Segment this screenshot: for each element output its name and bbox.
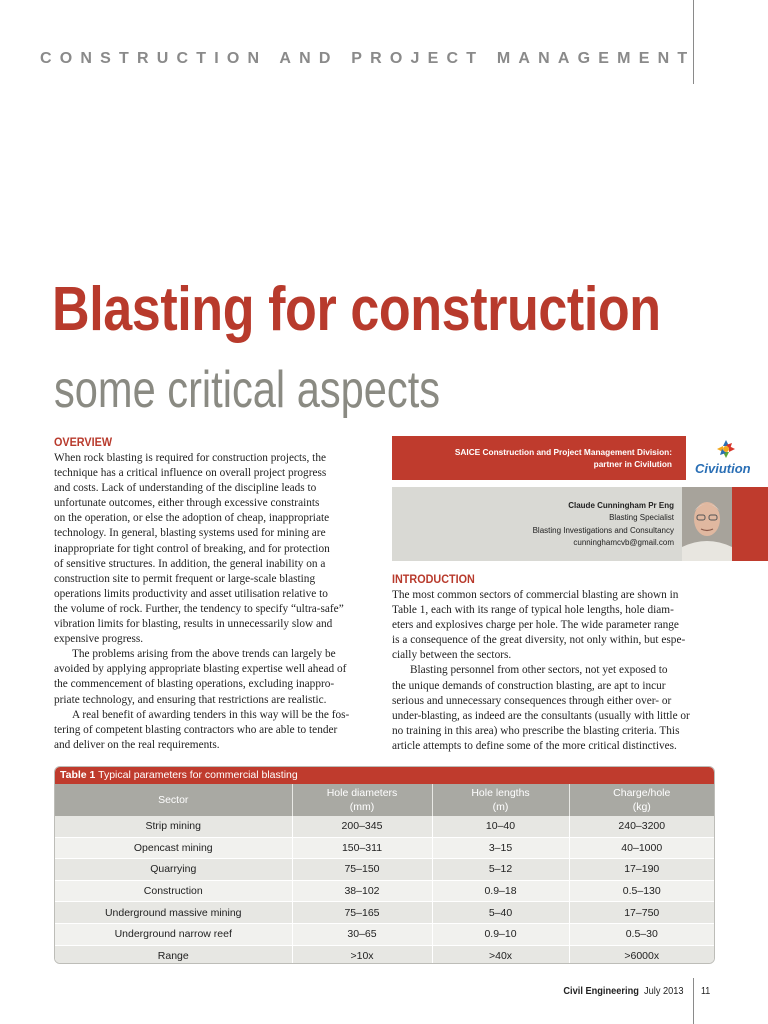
- table-row: [55, 902, 714, 924]
- text-line: vibration limits for blasting, results in unnecessarily slow and: [54, 618, 333, 631]
- text-line: cially between the sectors.: [392, 649, 512, 662]
- table-row: [55, 859, 714, 881]
- table-caption: [55, 767, 714, 784]
- civilution-logo: [686, 436, 768, 480]
- column-header: [55, 784, 292, 816]
- table-body: [55, 816, 714, 964]
- text-line: eters and explosives charge per hole. The wide parameter range: [392, 619, 679, 632]
- table-cell: Strip mining: [55, 816, 292, 837]
- text-line: avoided by applying appropriate blasting expertise well ahead of: [54, 663, 347, 676]
- text-line: and costs. Lack of understanding of the discipline leads to: [54, 482, 317, 495]
- table-cell: 0.9–10: [432, 923, 569, 945]
- text-line: inappropriate for tight control of breaking, and for protection: [54, 542, 330, 555]
- text-line: serious and unnecessary consequences through either over- or: [392, 694, 672, 707]
- table-cell: 30–65: [292, 923, 432, 945]
- author-name: Claude Cunningham Pr Eng: [568, 501, 674, 510]
- header-divider: [693, 0, 694, 84]
- table-cell: 0.5–30: [569, 923, 714, 945]
- saice-text: [455, 446, 672, 470]
- table-cell: 10–40: [432, 816, 569, 837]
- introduction-body: [392, 588, 712, 754]
- column-header-unit: (kg): [632, 801, 651, 813]
- table-row: [55, 816, 714, 837]
- text-line: A real benefit of awarding tenders in this way will be the fos-: [72, 708, 350, 721]
- introduction-heading: INTRODUCTION: [392, 572, 475, 586]
- table-cell: Opencast mining: [55, 837, 292, 859]
- column-header-title: Charge/hole: [613, 787, 671, 799]
- table-cell: 0.5–130: [569, 880, 714, 902]
- table-cell: Underground massive mining: [55, 902, 292, 924]
- parameters-table: [55, 784, 714, 964]
- saice-line-2: partner in Civilution: [593, 459, 672, 469]
- section-header: CONSTRUCTION AND PROJECT MANAGEMENT: [40, 50, 696, 67]
- table-cell: Quarrying: [55, 859, 292, 881]
- text-line: priate technology, and ensuring that restrictions are realistic.: [54, 693, 327, 706]
- table-cell: >10x: [292, 945, 432, 964]
- text-line: on the operation, or else the adoption of cheap, inappropriate: [54, 512, 330, 525]
- author-company: Blasting Investigations and Consultancy: [532, 525, 674, 535]
- text-line: Blasting personnel from other sectors, not yet exposed to: [410, 664, 668, 677]
- table-header-row: [55, 784, 714, 816]
- text-line: article attempts to define some of the more critical distinctives.: [392, 739, 677, 752]
- text-line: Table 1, each with its range of typical hole lengths, hole diam-: [392, 604, 674, 617]
- author-email[interactable]: cunninghamcvb@gmail.com: [573, 538, 674, 548]
- table-cell: 240–3200: [569, 816, 714, 837]
- table-caption-label: Table 1: [60, 769, 96, 781]
- table-cell: >6000x: [569, 945, 714, 964]
- table-caption-text: Typical parameters for commercial blasting: [95, 769, 298, 781]
- saice-line-1: SAICE Construction and Project Management Division:: [454, 447, 672, 457]
- civilution-logo-text: Civiution: [695, 461, 751, 476]
- journal-name: Civil Engineering: [563, 985, 640, 997]
- saice-partner-banner: [392, 436, 768, 480]
- overview-body: [54, 451, 374, 753]
- author-photo: [682, 487, 732, 561]
- table-cell: Underground narrow reef: [55, 923, 292, 945]
- author-box-accent: [732, 487, 768, 561]
- text-line: technique has a critical influence on overall project progress: [54, 467, 327, 480]
- text-line: expensive progress.: [54, 633, 144, 646]
- column-header-title: Hole diameters: [326, 787, 398, 799]
- table-cell: Construction: [55, 880, 292, 902]
- table-cell: 150–311: [292, 837, 432, 859]
- column-header: [292, 784, 432, 816]
- table-cell: Range: [55, 945, 292, 964]
- text-line: no training in this area) who prescribe the blasting criteria. This: [392, 724, 680, 737]
- article-title: Blasting for construction: [52, 275, 661, 344]
- table-cell: 75–150: [292, 859, 432, 881]
- table-cell: 0.9–18: [432, 880, 569, 902]
- table-cell: 75–165: [292, 902, 432, 924]
- column-header: [432, 784, 569, 816]
- table-cell: 200–345: [292, 816, 432, 837]
- text-line: technology. In general, blasting systems used for mining are: [54, 527, 326, 540]
- table-cell: 3–15: [432, 837, 569, 859]
- footer-divider: [693, 978, 694, 1024]
- table-cell: 5–12: [432, 859, 569, 881]
- table-cell: 17–190: [569, 859, 714, 881]
- text-line: under-blasting, as indeed are the consultants (usually with little or: [392, 709, 690, 722]
- text-line: operations limits productivity and asset utilisation relative to: [54, 587, 328, 600]
- column-header: [569, 784, 714, 816]
- page-number: 11: [701, 985, 711, 997]
- column-header-title: Sector: [158, 794, 189, 806]
- table-row: [55, 880, 714, 902]
- text-line: unfortunate outcomes, either through excessive constraints: [54, 497, 320, 510]
- text-line: The most common sectors of commercial blasting are shown in: [392, 589, 679, 601]
- column-header-title: Hole lengths: [471, 787, 530, 799]
- text-line: construction site to permit frequent or large-scale blasting: [54, 572, 316, 585]
- column-header-unit: (m): [492, 801, 509, 813]
- author-role: Blasting Specialist: [609, 513, 674, 523]
- text-line: The problems arising from the above trends can largely be: [72, 648, 336, 661]
- table-cell: 17–750: [569, 902, 714, 924]
- table-row: [55, 837, 714, 859]
- text-line: and deliver on the real requirements.: [54, 738, 220, 751]
- footer-journal: [564, 985, 684, 997]
- column-header-unit: (mm): [349, 801, 375, 813]
- table-cell: 40–1000: [569, 837, 714, 859]
- overview-heading: OVERVIEW: [54, 435, 113, 449]
- text-line: When rock blasting is required for construction projects, the: [54, 452, 326, 464]
- table-row: [55, 945, 714, 964]
- table-cell: >40x: [432, 945, 569, 964]
- text-line: the unique demands of construction blasting, are apt to incur: [392, 679, 666, 692]
- table-row: [55, 923, 714, 945]
- text-line: the commencement of blasting operations, excluding inappro-: [54, 678, 335, 691]
- table-cell: 38–102: [292, 880, 432, 902]
- journal-issue: July 2013: [644, 985, 684, 997]
- article-subtitle: some critical aspects: [54, 361, 441, 419]
- author-details: [533, 500, 674, 550]
- author-box: [392, 487, 768, 561]
- text-line: the volume of rock. Further, the tendency to specify “ultra-safe”: [54, 602, 344, 615]
- table-cell: 5–40: [432, 902, 569, 924]
- text-line: of sensitive structures. In addition, the general inability on a: [54, 557, 326, 570]
- text-line: is a consequence of the great diversity, not only within, but espe-: [392, 634, 686, 647]
- table-1: [54, 766, 715, 964]
- text-line: tering of competent blasting contractors who are able to tender: [54, 723, 338, 736]
